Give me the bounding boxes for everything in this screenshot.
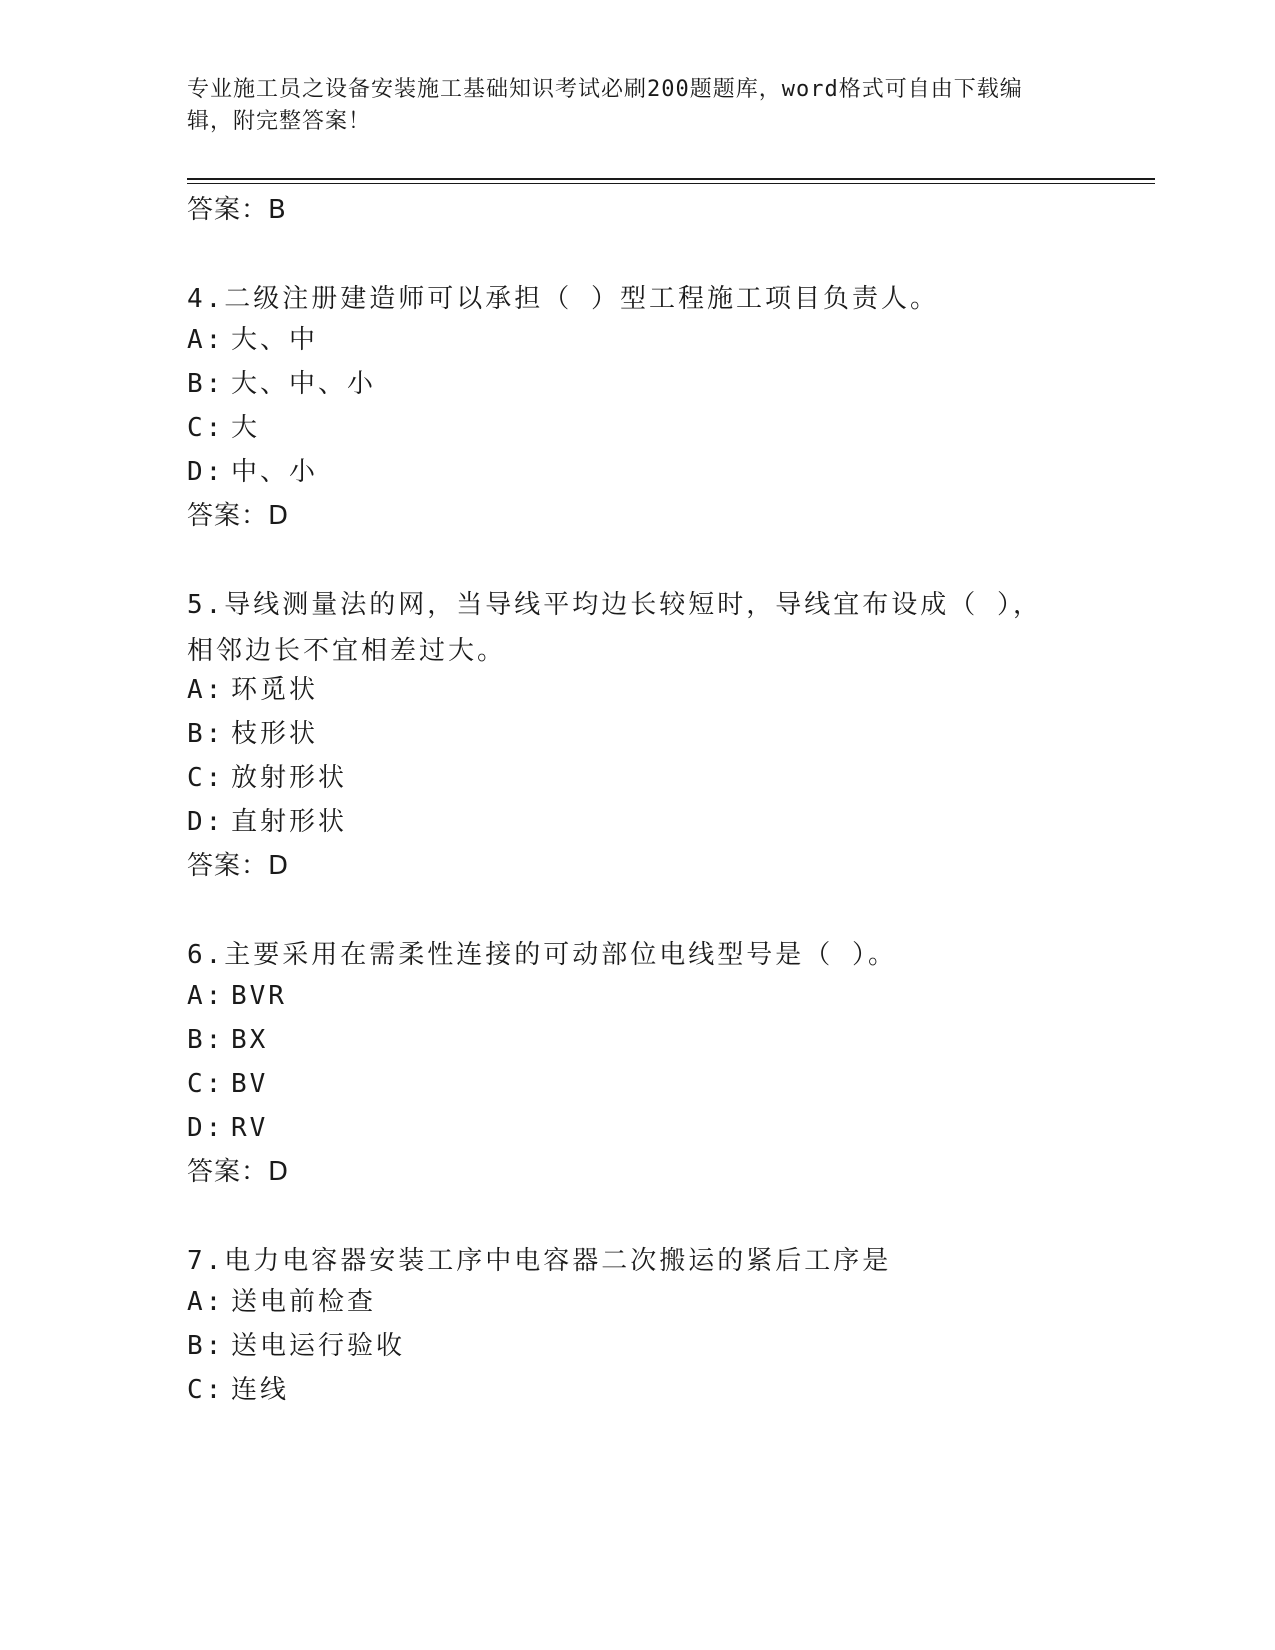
option-text: 中、小 bbox=[231, 457, 319, 487]
answer-q4: 答案：D bbox=[187, 501, 290, 531]
option-letter: B: bbox=[187, 369, 225, 399]
question-5-option-d bbox=[187, 806, 347, 838]
option-text: 直射形状 bbox=[231, 807, 348, 837]
question-7-option-c bbox=[187, 1374, 289, 1406]
question-5-option-c bbox=[187, 762, 347, 794]
question-4-option-d bbox=[187, 456, 318, 488]
question-4-option-c bbox=[187, 412, 260, 444]
question-7-option-b bbox=[187, 1330, 405, 1362]
question-5-option-b bbox=[187, 718, 318, 750]
option-letter: D: bbox=[187, 1113, 225, 1143]
option-text: RV bbox=[231, 1113, 269, 1143]
option-letter: C: bbox=[187, 1069, 225, 1099]
option-text: 环觅状 bbox=[231, 675, 319, 705]
header-divider-thick bbox=[187, 178, 1155, 180]
option-text: BVR bbox=[231, 981, 287, 1011]
question-6-option-b bbox=[187, 1024, 268, 1056]
option-letter: C: bbox=[187, 1375, 225, 1405]
option-text: BV bbox=[231, 1069, 269, 1099]
option-letter: C: bbox=[187, 763, 225, 793]
question-7-option-a bbox=[187, 1286, 376, 1318]
option-text: 送电运行验收 bbox=[231, 1331, 406, 1361]
option-text: 大、中、小 bbox=[231, 369, 377, 399]
question-5-option-a bbox=[187, 674, 318, 706]
question-4-text: 4.二级注册建造师可以承担（ ）型工程施工项目负责人。 bbox=[187, 284, 939, 314]
question-4-option-a bbox=[187, 324, 318, 356]
question-4-option-b bbox=[187, 368, 376, 400]
question-6-text: 6.主要采用在需柔性连接的可动部位电线型号是（ ）。 bbox=[187, 940, 897, 970]
option-letter: A: bbox=[187, 981, 225, 1011]
option-letter: A: bbox=[187, 1287, 225, 1317]
option-letter: B: bbox=[187, 1331, 225, 1361]
question-7-text: 7.电力电容器安装工序中电容器二次搬运的紧后工序是 bbox=[187, 1246, 892, 1276]
option-text: 连线 bbox=[231, 1375, 290, 1405]
option-text: 大、中 bbox=[231, 325, 319, 355]
option-letter: B: bbox=[187, 719, 225, 749]
option-letter: D: bbox=[187, 807, 225, 837]
option-letter: A: bbox=[187, 325, 225, 355]
header-divider-thin bbox=[187, 183, 1155, 184]
option-letter: C: bbox=[187, 413, 225, 443]
option-text: 送电前检查 bbox=[231, 1287, 377, 1317]
option-text: BX bbox=[231, 1025, 269, 1055]
question-6-option-c bbox=[187, 1068, 268, 1100]
option-letter: A: bbox=[187, 675, 225, 705]
question-6-option-d bbox=[187, 1112, 268, 1144]
answer-q6: 答案：D bbox=[187, 1157, 290, 1187]
document-header: 专业施工员之设备安装施工基础知识考试必刷200题题库，word格式可自由下载编辑，附完整答案！ bbox=[187, 77, 1023, 134]
option-letter: B: bbox=[187, 1025, 225, 1055]
option-letter: D: bbox=[187, 457, 225, 487]
option-text: 放射形状 bbox=[231, 763, 348, 793]
question-6-option-a bbox=[187, 980, 287, 1012]
answer-q5: 答案：D bbox=[187, 851, 290, 881]
option-text: 大 bbox=[231, 413, 261, 443]
answer-q3: 答案：B bbox=[187, 195, 287, 225]
question-5-text: 5.导线测量法的网，当导线平均边长较短时，导线宜布设成（ ），相邻边长不宜相差过大。 bbox=[187, 590, 1042, 666]
option-text: 枝形状 bbox=[231, 719, 319, 749]
